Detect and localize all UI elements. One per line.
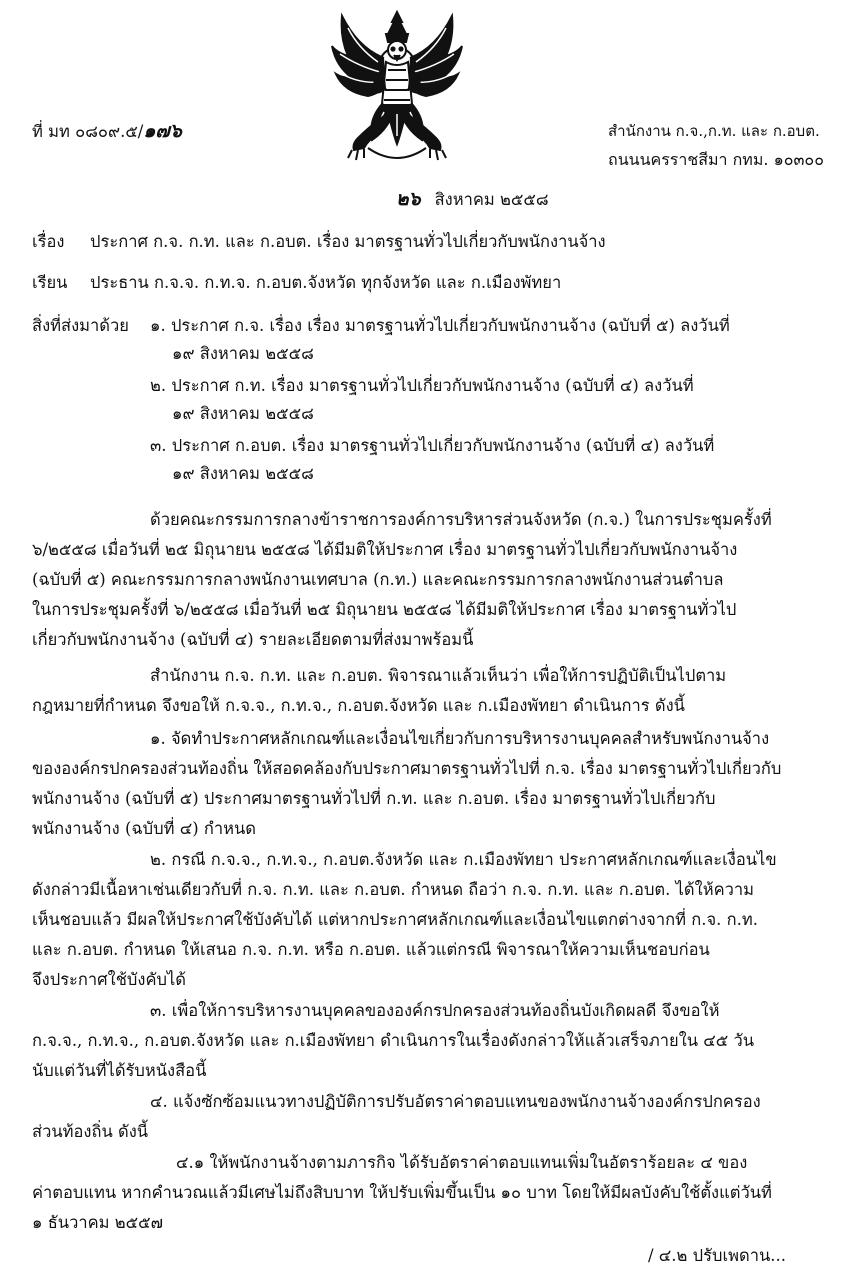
page-continuation: / ๔.๒ ปรับเพดาน... [648,1246,786,1265]
item-2-line: ๒. กรณี ก.จ.จ., ก.ท.จ., ก.อบต.จังหวัด และ ก.เมืองพัทยา ประกาศหลักเกณฑ์และเงื่อนไข [150,850,777,869]
item-1-line: พนักงานจ้าง (ฉบับที่ ๔) กำหนด [32,819,257,838]
attachment-item-2: ๒. ประกาศ ก.ท. เรื่อง มาตรฐานทั่วไปเกี่ยวกับพนักงานจ้าง (ฉบับที่ ๔) ลงวันที่ [150,376,694,395]
item-2-line: และ ก.อบต. กำหนด ให้เสนอ ก.จ. ก.ท. หรือ ก.อบต. แล้วแต่กรณี พิจารณาให้ความเห็นชอบก่อน [32,940,710,959]
item-1-line: ๑. จัดทำประกาศหลักเกณฑ์และเงื่อนไขเกี่ยวกับการบริหารงานบุคคลสำหรับพนักงานจ้าง [150,729,770,748]
attachment-item-1: ๑. ประกาศ ก.จ. เรื่อง เรื่อง มาตรฐานทั่วไปเกี่ยวกับพนักงานจ้าง (ฉบับที่ ๕) ลงวันที่ [150,316,730,335]
office-address: ถนนนครราชสีมา กทม. ๑๐๓๐๐ [608,150,824,169]
recipient-label: เรียน [32,273,68,292]
attachments-label: สิ่งที่ส่งมาด้วย [32,316,129,335]
item-4-line: ส่วนท้องถิ่น ดังนี้ [32,1122,149,1141]
paragraph-1-line: ด้วยคณะกรรมการกลางข้าราชการองค์การบริหารส่วนจังหวัด (ก.จ.) ในการประชุมครั้งที่ [150,510,772,529]
office-name: สำนักงาน ก.จ.,ก.ท. และ ก.อบต. [608,122,820,140]
item-4-1-line: ค่าตอบแทน หากคำนวณแล้วมีเศษไม่ถึงสิบบาท ให้ปรับเพิ่มขึ้นเป็น ๑๐ บาท โดยให้มีผลบังคับใช้ตั้งแต่วันที่ [32,1183,772,1202]
item-3-line: นับแต่วันที่ได้รับหนังสือนี้ [32,1061,207,1080]
subject-label: เรื่อง [32,232,65,251]
paragraph-1-line: ในการประชุมครั้งที่ ๖/๒๕๕๘ เมื่อวันที่ ๒๕ มิถุนายน ๒๕๕๘ ได้มีมติให้ประกาศ เรื่อง มาตรฐานทั่วไป [32,600,737,619]
subject-text: ประกาศ ก.จ. ก.ท. และ ก.อบต. เรื่อง มาตรฐานทั่วไปเกี่ยวกับพนักงานจ้าง [90,232,606,251]
reference-number [32,122,182,141]
recipient-text: ประธาน ก.จ.จ. ก.ท.จ. ก.อบต.จังหวัด ทุกจังหวัด และ ก.เมืองพัทยา [90,273,562,292]
handwritten-date-day: ๒๖ [396,188,421,210]
item-2-line: ดังกล่าวมีเนื้อหาเช่นเดียวกับที่ ก.จ. ก.ท. และ ก.อบต. กำหนด ถือว่า ก.จ. ก.ท. และ ก.อบต. ได้ให้ความ [32,880,755,899]
item-1-line: พนักงานจ้าง (ฉบับที่ ๕) ประกาศมาตรฐานทั่วไปที่ ก.ท. และ ก.อบต. เรื่อง มาตรฐานทั่วไปเกี่ยวกับ [32,789,716,808]
item-4-1-line: ๔.๑ ให้พนักงานจ้างตามภารกิจ ได้รับอัตราค่าตอบแทนเพิ่มในอัตราร้อยละ ๔ ของ [176,1153,748,1172]
item-2-line: จึงประกาศใช้บังคับได้ [32,970,186,989]
reference-prefix: ที่ มท ๐๘๐๙.๕/ [32,122,144,141]
paragraph-1-line: เกี่ยวกับพนักงานจ้าง (ฉบับที่ ๔) รายละเอียดตามที่ส่งมาพร้อมนี้ [32,630,474,649]
date-month-year: สิงหาคม ๒๕๕๘ [434,190,549,209]
handwritten-reference-number: ๑๗๖ [143,120,182,142]
paragraph-1-line: (ฉบับที่ ๕) คณะกรรมการกลางพนักงานเทศบาล (ก.ท.) และคณะกรรมการกลางพนักงานส่วนตำบล [32,570,724,589]
attachment-item-3: ๓. ประกาศ ก.อบต. เรื่อง มาตรฐานทั่วไปเกี่ยวกับพนักงานจ้าง (ฉบับที่ ๔) ลงวันที่ [150,436,715,455]
item-3-line: ก.จ.จ., ก.ท.จ., ก.อบต.จังหวัด และ ก.เมืองพัทยา ดำเนินการในเรื่องดังกล่าวให้แล้วเสร็จภายใน ๔๕ วัน [32,1031,755,1050]
letter-date [396,190,549,209]
paragraph-2-line: กฎหมายที่กำหนด จึงขอให้ ก.จ.จ., ก.ท.จ., ก.อบต.จังหวัด และ ก.เมืองพัทยา ดำเนินการ ดังนี้ [32,696,685,715]
attachment-item-2-date: ๑๙ สิงหาคม ๒๕๕๘ [172,404,314,423]
attachment-item-1-date: ๑๙ สิงหาคม ๒๕๕๘ [172,344,314,363]
item-1-line: ขององค์กรปกครองส่วนท้องถิ่น ให้สอดคล้องกับประกาศมาตรฐานทั่วไปที่ ก.จ. เรื่อง มาตรฐานทั่วไปเกี่ยวกับ [32,759,782,778]
item-2-line: เห็นชอบแล้ว มีผลให้ประกาศใช้บังคับได้ แต่หากประกาศหลักเกณฑ์และเงื่อนไขแตกต่างจากที่ ก.จ. ก.ท. [32,910,758,929]
item-4-1-line: ๑ ธันวาคม ๒๕๕๗ [32,1213,164,1232]
item-3-line: ๓. เพื่อให้การบริหารงานบุคคลขององค์กรปกครองส่วนท้องถิ่นบังเกิดผลดี จึงขอให้ [150,1001,720,1020]
item-4-line: ๔. แจ้งซักซ้อมแนวทางปฏิบัติการปรับอัตราค่าตอบแทนของพนักงานจ้างองค์กรปกครอง [150,1092,761,1111]
garuda-emblem-icon [328,8,466,168]
attachment-item-3-date: ๑๙ สิงหาคม ๒๕๕๘ [172,464,314,483]
paragraph-1-line: ๖/๒๕๕๘ เมื่อวันที่ ๒๕ มิถุนายน ๒๕๕๘ ได้มีมติให้ประกาศ เรื่อง มาตรฐานทั่วไปเกี่ยวกับพนักงานจ้าง [32,540,738,559]
paragraph-2-line: สำนักงาน ก.จ. ก.ท. และ ก.อบต. พิจารณาแล้วเห็นว่า เพื่อให้การปฏิบัติเป็นไปตาม [150,666,727,685]
